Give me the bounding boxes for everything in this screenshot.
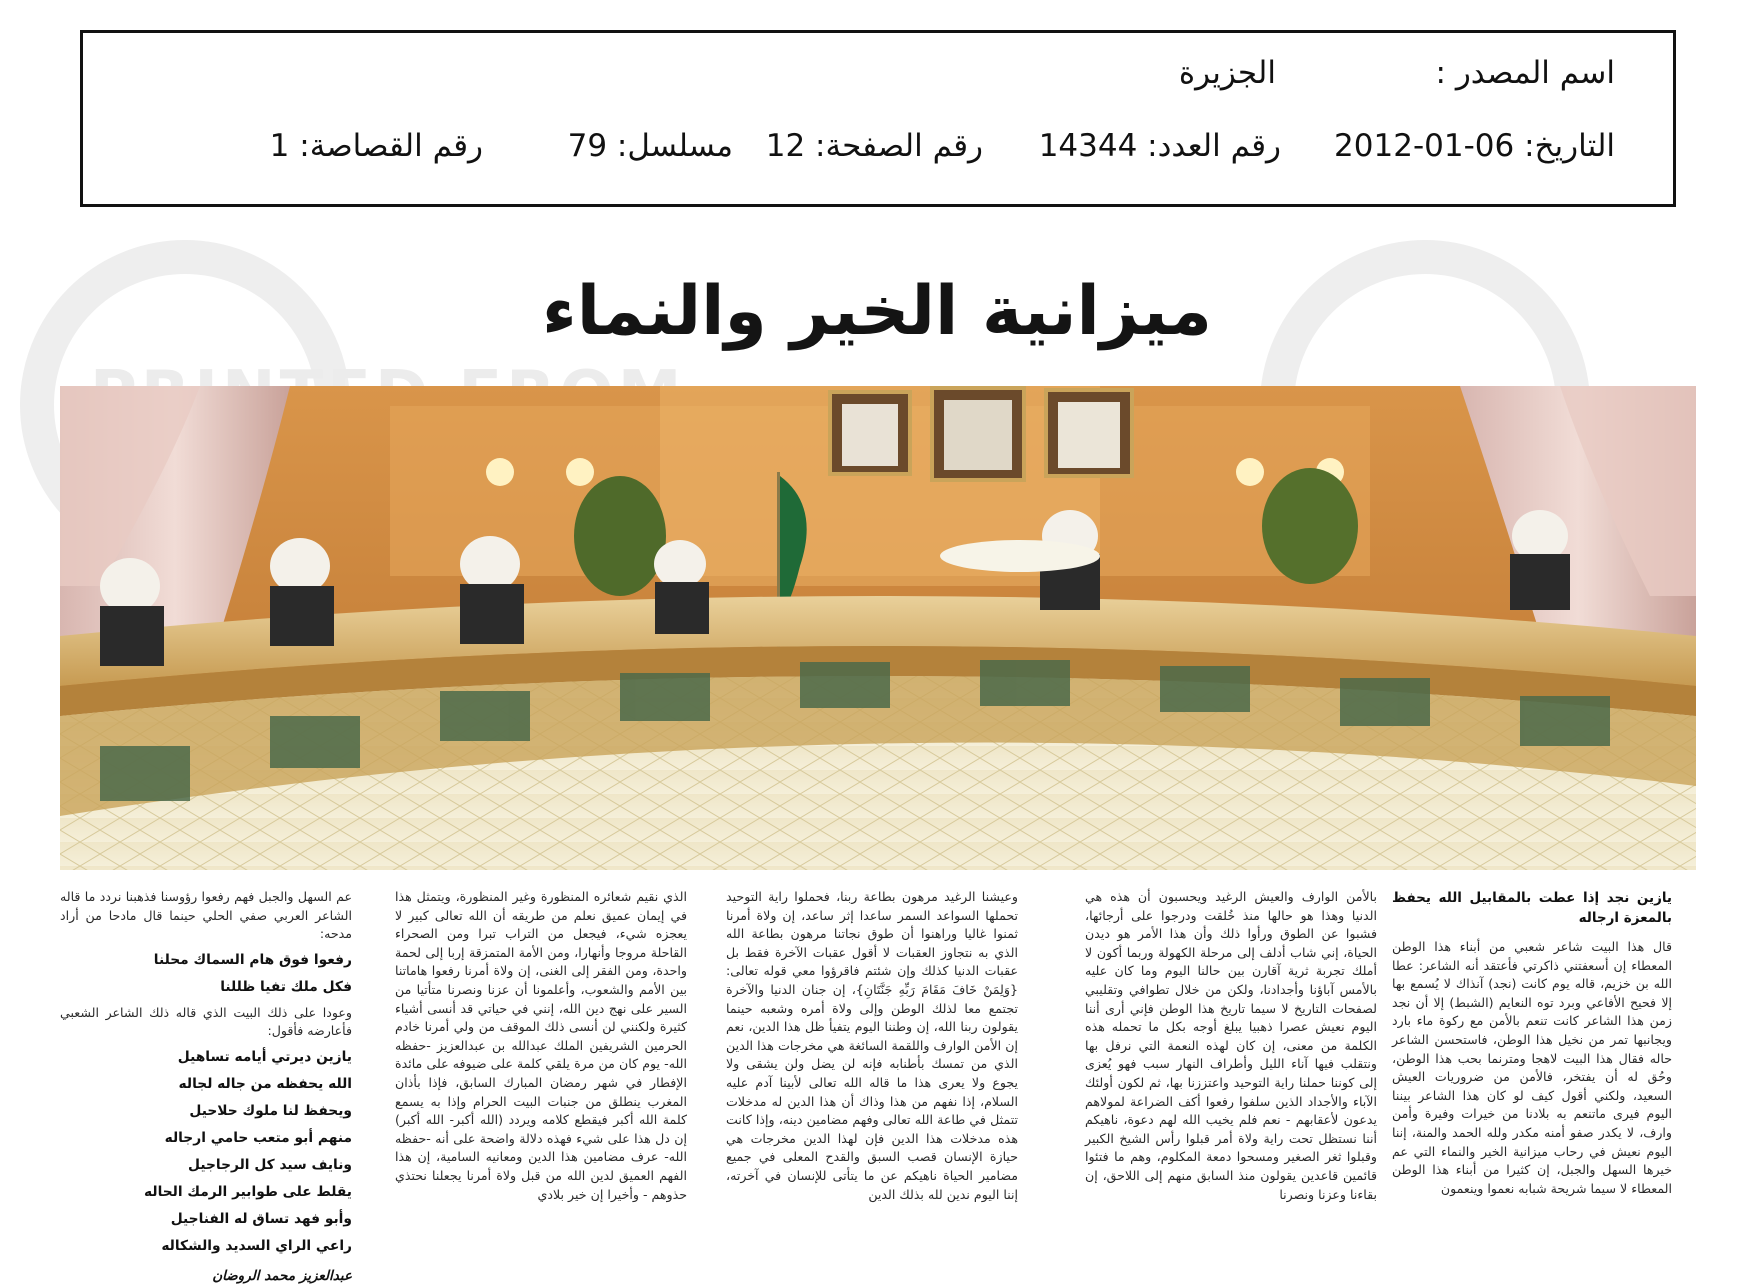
column-paragraph: قال هذا البيت شاعر شعبي من أبناء هذا الوطن المعطاء إن أسعفتني ذاكرتي فأعتقد أنه الشاعر: عطا الله بن خزيم، قاله يوم كانت (نجد) آنذاك لا يُسمع بها إلا فحيح الأفاعي وبرد توه النعايم (الشبط) إلا أن نجد زمن هذا الشاعر كانت تنعم بالأمن مع ركوة ماء بارد ويجانبها تمر من نخيل هذا الوطن، فاستحسن الشاعر حاله فقال هذا البيت لاهجا ومترنما بحب هذا الوطن، وحُق له أن يفتخر، فالأمن من ضروريات العيش السعيد، ولكني أقول كيف لو كان هذا الشاعر بيننا اليوم فيرى ماتنعم به بلادنا من خيرات وفيرة وأمن وارف، لا يكدر صفو أمنه مكدر ولله الحمد والمنة، إننا اليوم نعيش في رحاب ميزانية الخير والنماء التي عم خيرها السهل والجبل، إن كثيرا من أبناء هذا الوطن المعطاء لا سيما شريحة شبابه نعموا وينعمون	[1392, 939, 1672, 1196]
poem-verse-line: ونايف سيد كل الرجاجيل	[188, 1156, 352, 1173]
poem-verse-line: ويحفظ لنا ملوك حلاحيل	[189, 1102, 352, 1119]
column-paragraph: الذي نقيم شعائره المنظورة وغير المنظورة، ويتمثل هذا في إيمان عميق نعلم من طريقه أن الله تعالى كبير لا يعجزه شيء، فيجعل من التراب تبرا ومن الصحراء القاحلة مروجا وأنهارا، ومن الأمة المتمزقة إربا إلى لحمة واحدة، ومن الفقر إلى الغنى، إن ولاة أمرنا رفعوا هاماتنا بين الأمم والشعوب، وأعلمونا أن عزنا ونصرنا متأتيا من السير على نهج دين الله، إنني في حياتي قد أنسى أشياء كثيرة ولكنني لن أنسى ذلك الموقف من ولي أمرنا خادم الحرمين الشريفين الملك عبدالله بن عبدالعزيز -حفظه الله- يوم كان من مرة يلقي كلمة على ضيوفه على مائدة الإفطار في شهر رمضان المبارك السابق، فإذا بأذان المغرب ينطلق من جنبات البيت الحرام وإذا به يسمع كلمة الله أكبر فيقطع كلامه ويردد (الله أكبر- الله أكبر) إن دل هذا على شيء فهذه دلالة واضحة على أنه -حفظه الله- عرف مضامين هذا الدين ومعانيه السامية، إن هذا الفهم العميق لدين الله من قبل ولاة أمرنا يجعلنا نحتذي حذوهم - وأخيرا إن خير بلادي	[395, 889, 687, 1202]
serial-field: مسلسل: 79	[567, 128, 733, 164]
article-headline: ميزانية الخير والنماء	[541, 272, 1212, 351]
cabinet-session-photo	[60, 386, 1696, 870]
column-paragraph: بالأمن الوارف والعيش الرغيد ويحسبون أن هذه هي الدنيا وهذا هو حالها منذ خُلقت ودرجوا على أرجائها، فشبوا عن الطوق ورأوا ذلك وأن هذا الأمر هو ديدن الحياة، إني شاب أدلف إلى مرحلة الكهولة وربما أكون لا أملك تجربة ثرية آقارن بين حالنا اليوم وما كان عليه بالأمس آباؤنا وأجدادنا، ولكن من خلال تطوافي وتقليبي لصفحات التاريخ لا سيما تاريخ هذا الوطن فإني أرى أننا اليوم نعيش عصرا ذهبيا يبلغ أوجه بكل ما تحمله هذه الكلمة من معنى، إن كان لهذه النعمة التي نرفل بها ونتقلب فيها آناء الليل وأطراف النهار سبب فهو يُعزى إلى كوننا حملنا راية التوحيد واعتززنا بها، ثم لكون أولئك الآباء والأجداد الذين سلفوا رفعوا أكف الضراعة لمولاهم يدعون لأعقابهم - نعم فلم يخيب الله لهم دعوة، ناهيكم أننا نستظل تحت راية ولاة أمر قبلوا رأس الشيخ الكبير وقبلوا ثغر الصغير ومسحوا دمعة المكلوم، وهم ما فتئوا قائمين قاعدين يقولون منذ السابق منهم إلى اللاحق، إن بقاءنا وعزنا ونصرنا	[1085, 889, 1377, 1202]
column-paragraph: عم السهل والجبل فهم رفعوا رؤوسنا فذهبنا نردد ما قاله الشاعر العربي صفي الحلي حينما قال مادحا من أراد مدحه:	[60, 889, 352, 942]
issue-number-field: رقم العدد: 14344	[1038, 128, 1281, 164]
author-byline: عبدالعزيز محمد الروضان	[212, 1267, 352, 1284]
page-number-field: رقم الصفحة: 12	[765, 128, 983, 164]
article-column-3	[726, 888, 1018, 1233]
date-field: التاريخ: 06-01-2012	[1334, 128, 1615, 164]
source-label: اسم المصدر :	[1435, 55, 1615, 91]
poem-verse-line: راعي الراي السديد والشكاله	[161, 1237, 352, 1254]
article-column-1	[1392, 888, 1672, 1233]
clipping-metadata-box	[80, 30, 1676, 207]
source-value: الجزيرة	[1178, 55, 1276, 91]
poem-verse-line: رفعوا فوق هام السماك محلنا	[153, 951, 352, 968]
poem-verse-line: وأبو فهد تساق له الفناجيل	[170, 1210, 352, 1227]
article-column-2	[1085, 888, 1377, 1233]
poem-verse-line: يقلط على طوابير الرمك الحاله	[144, 1183, 352, 1200]
column-paragraph: وعودا على ذلك البيت الذي قاله ذلك الشاعر الشعبي فأعارضه فأقول:	[60, 1004, 352, 1039]
poem-verse-line: منهم أبو متعب حامي ارجاله	[164, 1129, 352, 1146]
poem-verse-line: فكل ملك تفيا ظللنا	[220, 978, 352, 995]
article-column-5	[60, 888, 352, 1284]
clipping-number-field: رقم القصاصة: 1	[269, 128, 483, 164]
article-subheading: يازين نجد إذا عطت بالمقابيل الله يحفظ بالمعزة ارجاله	[1392, 890, 1672, 926]
article-column-4	[395, 888, 687, 1233]
poem-verse-line: الله يحفظه من جاله لجاله	[178, 1075, 352, 1092]
poem-verse-line: يازين ديرتي أيامه تساهيل	[177, 1048, 352, 1065]
column-paragraph: وعيشنا الرغيد مرهون بطاعة ربنا، فحملوا راية التوحيد تحملها السواعد السمر ساعدا إثر ساعد، إن ولاة أمرنا ثمنوا غاليا وراهنوا أن طوق نجاتنا مرهون بطاعة الله الذي به نتجاوز العقبات لا أقول عقبات الآخرة فقط بل عقبات الدنيا كذلك وإن شئتم فاقرؤوا معي قوله تعالى: {وَلِمَنْ خَافَ مَقَامَ رَبِّهِ جَنَّتَانِ}، إن جنان الدنيا والآخرة تجتمع معا لذلك الوطن وإلى ولاة أمره وشعبه حينما يقولون ربنا الله، إن وطننا اليوم يتفيأ ظل هذا الدين، نعم إن الأمن الوارف واللقمة السائغة هي مخرجات هذا الدين الذي من تمسك بأطنابه فإنه لن يضل ولن يشقى ولا يجوع ولا يعرى هذا ما قاله الله تعالى لأبينا آدم عليه السلام، إذا نفهم من هذا وذاك أن هذا الدين له مدخلات تتمثل في طاعة الله تعالى وفهم مضامين دينه، وإذا كانت هذه مدخلات هذا الدين فإن لهذا الدين مخرجات هي حيازة الإنسان قصب السبق والقدح المعلى في جميع مضامير الحياة ناهيكم عن ما يتأتى للإنسان في آخرته، إننا اليوم ندين لله بذلك الدين	[726, 889, 1018, 1202]
